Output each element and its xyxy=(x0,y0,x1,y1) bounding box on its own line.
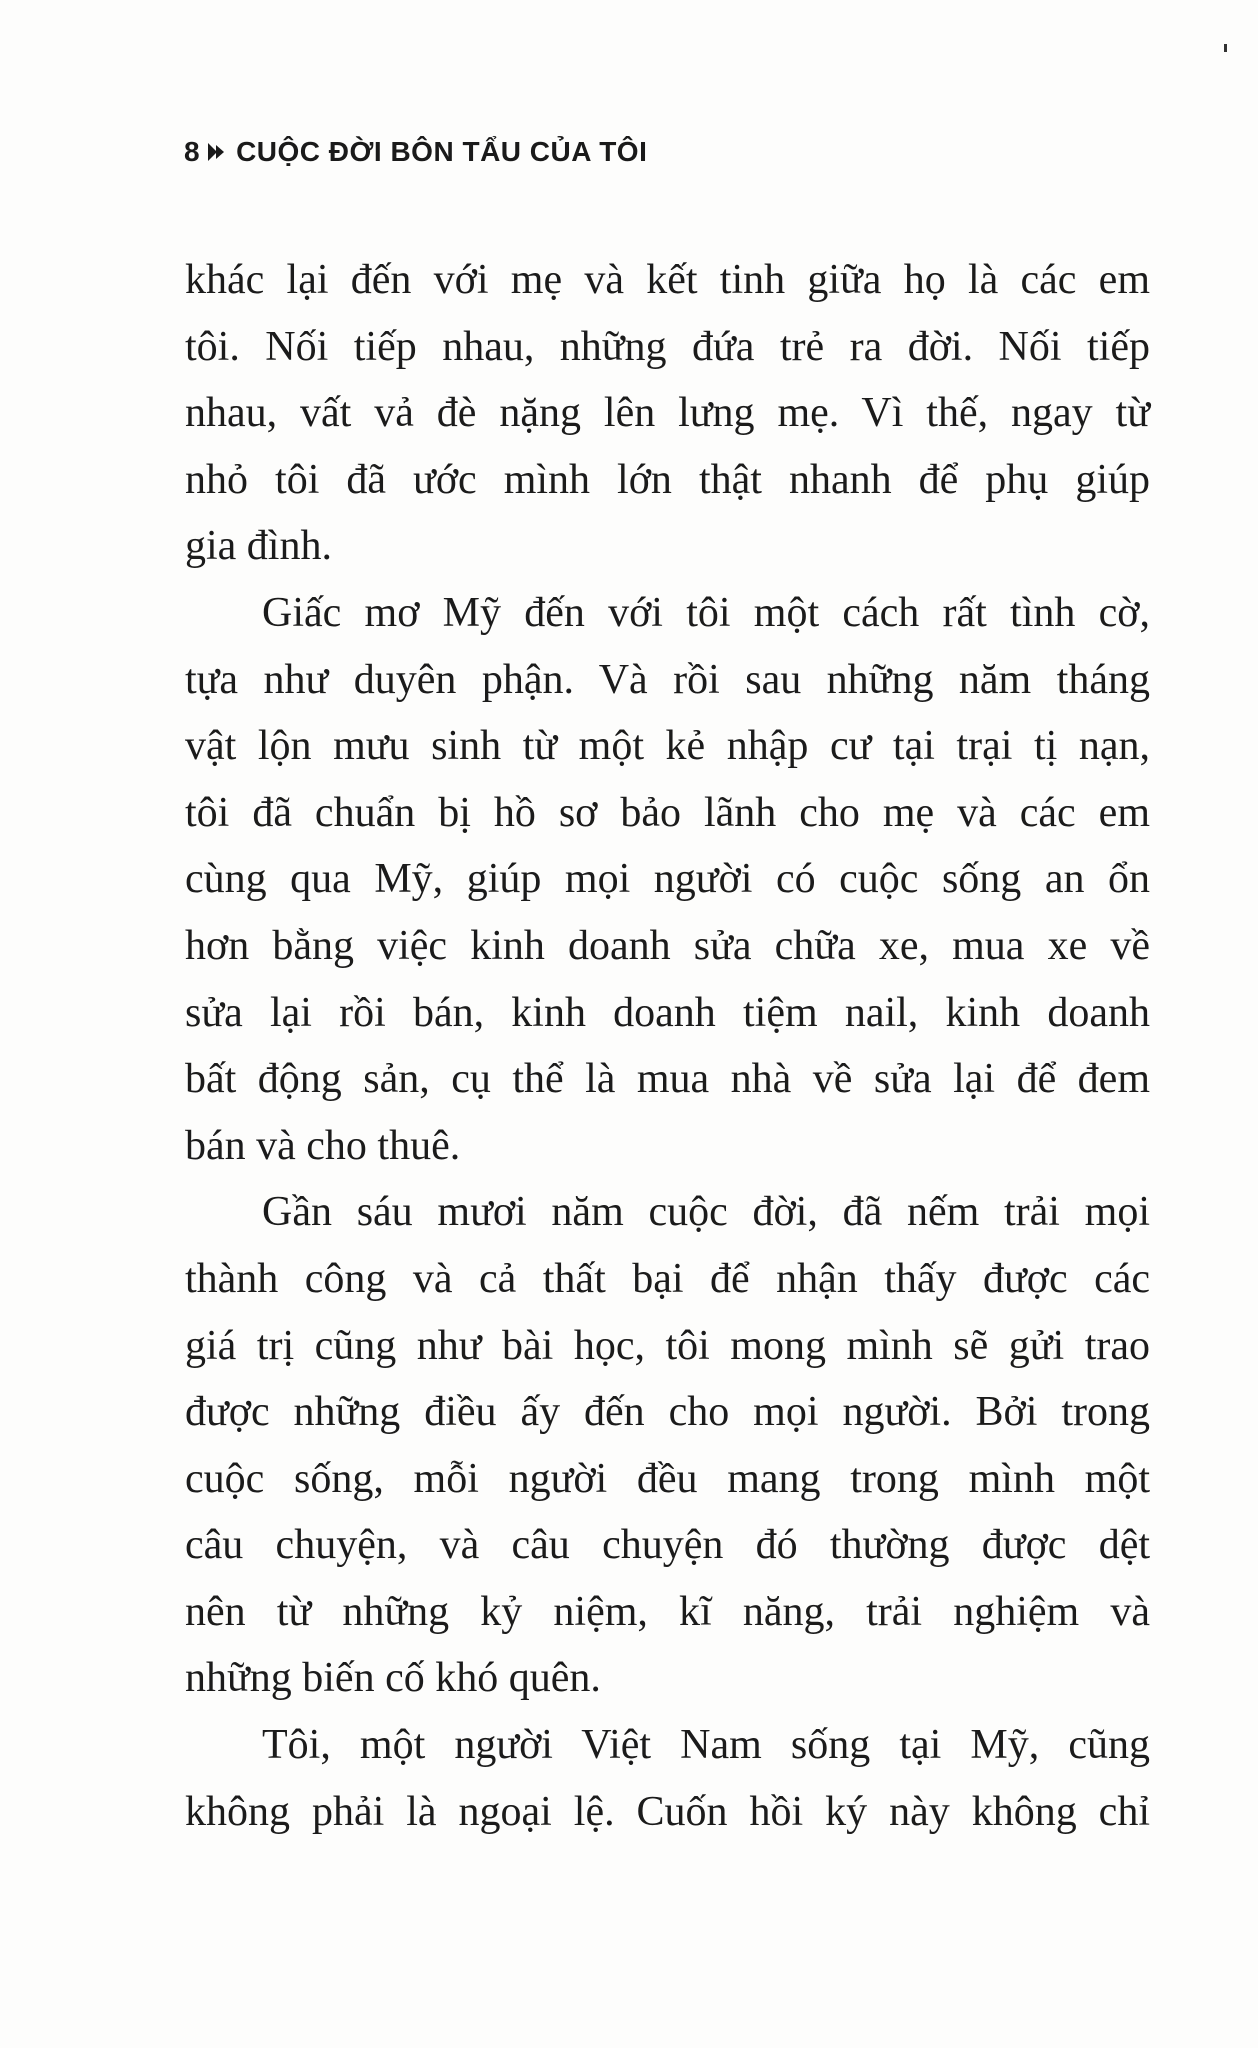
page-number: 8 xyxy=(184,136,201,167)
text-line: hơn bằng việc kinh doanh sửa chữa xe, mua xe về xyxy=(185,922,1150,969)
text-line: sửa lại rồi bán, kinh doanh tiệm nail, kinh doanh xyxy=(185,989,1150,1036)
text-line: bất động sản, cụ thể là mua nhà về sửa lại để đem xyxy=(185,1056,1150,1103)
text-line: tôi. Nối tiếp nhau, những đứa trẻ ra đời. Nối tiếp xyxy=(185,323,1150,370)
paragraph xyxy=(185,247,1150,580)
double-arrow-icon xyxy=(206,141,228,163)
text-line: nên từ những kỷ niệm, kĩ năng, trải nghiệm và xyxy=(185,1588,1150,1635)
text-line: Giấc mơ Mỹ đến với tôi một cách rất tình cờ, xyxy=(262,589,1150,636)
text-line: Tôi, một người Việt Nam sống tại Mỹ, cũng xyxy=(262,1722,1150,1769)
text-line: khác lại đến với mẹ và kết tinh giữa họ là các em xyxy=(185,257,1150,303)
text-line: cuộc sống, mỗi người đều mang trong mình một xyxy=(185,1455,1150,1502)
text-line: những biến cố khó quên. xyxy=(185,1655,601,1702)
text-line: nhau, vất vả đè nặng lên lưng mẹ. Vì thế, ngay từ xyxy=(185,390,1150,437)
text-line: bán và cho thuê. xyxy=(185,1122,461,1169)
text-line: thành công và cả thất bại để nhận thấy được các xyxy=(185,1255,1150,1302)
text-line: Gần sáu mươi năm cuộc đời, đã nếm trải mọi xyxy=(262,1189,1150,1236)
text-line: nhỏ tôi đã ước mình lớn thật nhanh để phụ giúp xyxy=(185,456,1150,503)
text-line: không phải là ngoại lệ. Cuốn hồi ký này không chỉ xyxy=(185,1788,1150,1835)
running-header-title: CUỘC ĐỜI BÔN TẨU CỦA TÔI xyxy=(236,136,648,167)
text-line: cùng qua Mỹ, giúp mọi người có cuộc sống an ổn xyxy=(185,856,1150,903)
text-line: được những điều ấy đến cho mọi người. Bởi trong xyxy=(185,1389,1150,1436)
text-line: tôi đã chuẩn bị hồ sơ bảo lãnh cho mẹ và các em xyxy=(185,789,1150,836)
text-line: giá trị cũng như bài học, tôi mong mình sẽ gửi trao xyxy=(185,1322,1150,1369)
paragraph xyxy=(185,580,1150,1179)
text-line: gia đình. xyxy=(185,523,332,570)
paragraph xyxy=(185,1712,1150,1845)
page-edge-mark xyxy=(1224,44,1227,52)
running-header xyxy=(184,136,647,168)
paragraph xyxy=(185,1179,1150,1712)
text-line: câu chuyện, và câu chuyện đó thường được dệt xyxy=(185,1522,1150,1569)
text-line: vật lộn mưu sinh từ một kẻ nhập cư tại trại tị nạn, xyxy=(185,723,1150,770)
body-text xyxy=(185,247,1150,1845)
text-line: tựa như duyên phận. Và rồi sau những năm tháng xyxy=(185,656,1150,703)
